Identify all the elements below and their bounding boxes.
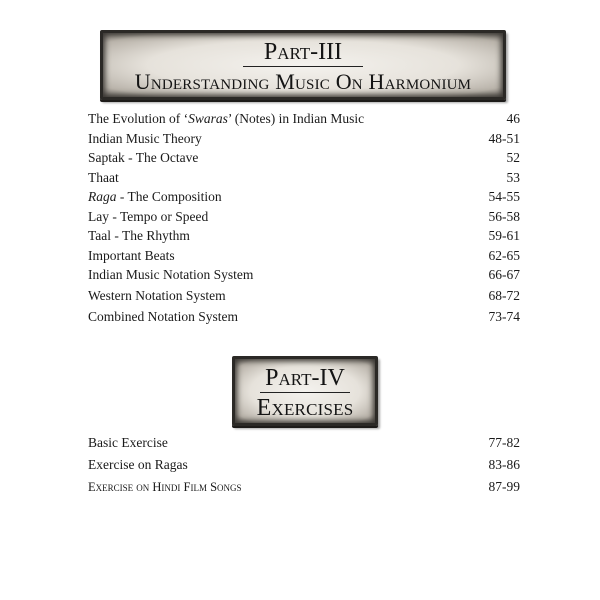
toc-entry [88, 435, 520, 457]
toc-entry [88, 309, 520, 330]
toc-entry-title: Basic Exercise [88, 435, 168, 450]
part-4-heading: Part-IV [265, 365, 345, 391]
toc-entry [88, 267, 520, 288]
part-3-plaque [100, 30, 506, 100]
toc-entry-title: Lay - Tempo or Speed [88, 208, 209, 224]
toc-entry-title: Indian Music Notation System [88, 267, 254, 282]
toc-page-number: 68-72 [488, 288, 520, 303]
toc-page-number: 54-55 [488, 189, 520, 204]
part-4-title: Exercises [256, 395, 354, 421]
toc-page-number: 53 [506, 169, 520, 185]
toc-entry-title: Saptak - The Octave [88, 150, 199, 165]
toc-entry-title: Exercise on Ragas [88, 457, 188, 472]
part-4-contents [88, 435, 520, 501]
toc-entry-title: Indian Music Theory [88, 130, 202, 146]
toc-entry [88, 150, 520, 170]
toc-entry [88, 457, 520, 479]
toc-entry [88, 111, 520, 131]
toc-page-number: 77-82 [488, 435, 520, 450]
toc-entry-title: Thaat [88, 169, 119, 185]
toc-entry [88, 209, 520, 229]
toc-entry [88, 288, 520, 309]
toc-page-number: 66-67 [488, 267, 520, 282]
toc-entry [88, 189, 520, 209]
toc-page-number: 59-61 [488, 228, 520, 243]
toc-entry-title: Raga - The Composition [88, 189, 222, 204]
toc-page-number: 87-99 [488, 479, 520, 494]
toc-entry [88, 479, 520, 501]
toc-page-number: 48-51 [488, 130, 520, 146]
toc-entry-title: The Evolution of ‘Swaras’ (Notes) in Indian Music [88, 111, 365, 126]
toc-entry-title: Combined Notation System [88, 309, 238, 324]
part-4-plaque [232, 356, 378, 426]
plaque-divider [260, 392, 350, 393]
plaque-divider [243, 66, 363, 67]
toc-entry-title: Western Notation System [88, 288, 226, 303]
toc-entry-title: Taal - The Rhythm [88, 228, 190, 243]
part-3-contents [88, 111, 520, 330]
toc-page-number: 56-58 [488, 208, 520, 224]
toc-page-number: 52 [506, 150, 520, 165]
toc-entry [88, 170, 520, 190]
toc-entry [88, 248, 520, 268]
toc-entry-title: Important Beats [88, 247, 175, 263]
part-3-heading: Part-III [263, 39, 343, 65]
toc-page-number: 83-86 [488, 457, 520, 472]
part-3-title: Understanding Music On Harmonium [134, 69, 472, 94]
toc-page-number: 46 [506, 111, 520, 126]
toc-entry [88, 131, 520, 151]
toc-page-number: 73-74 [488, 309, 520, 324]
toc-entry-title: Exercise on Hindi Film Songs [88, 480, 242, 494]
toc-page-number: 62-65 [488, 247, 520, 263]
toc-entry [88, 228, 520, 248]
